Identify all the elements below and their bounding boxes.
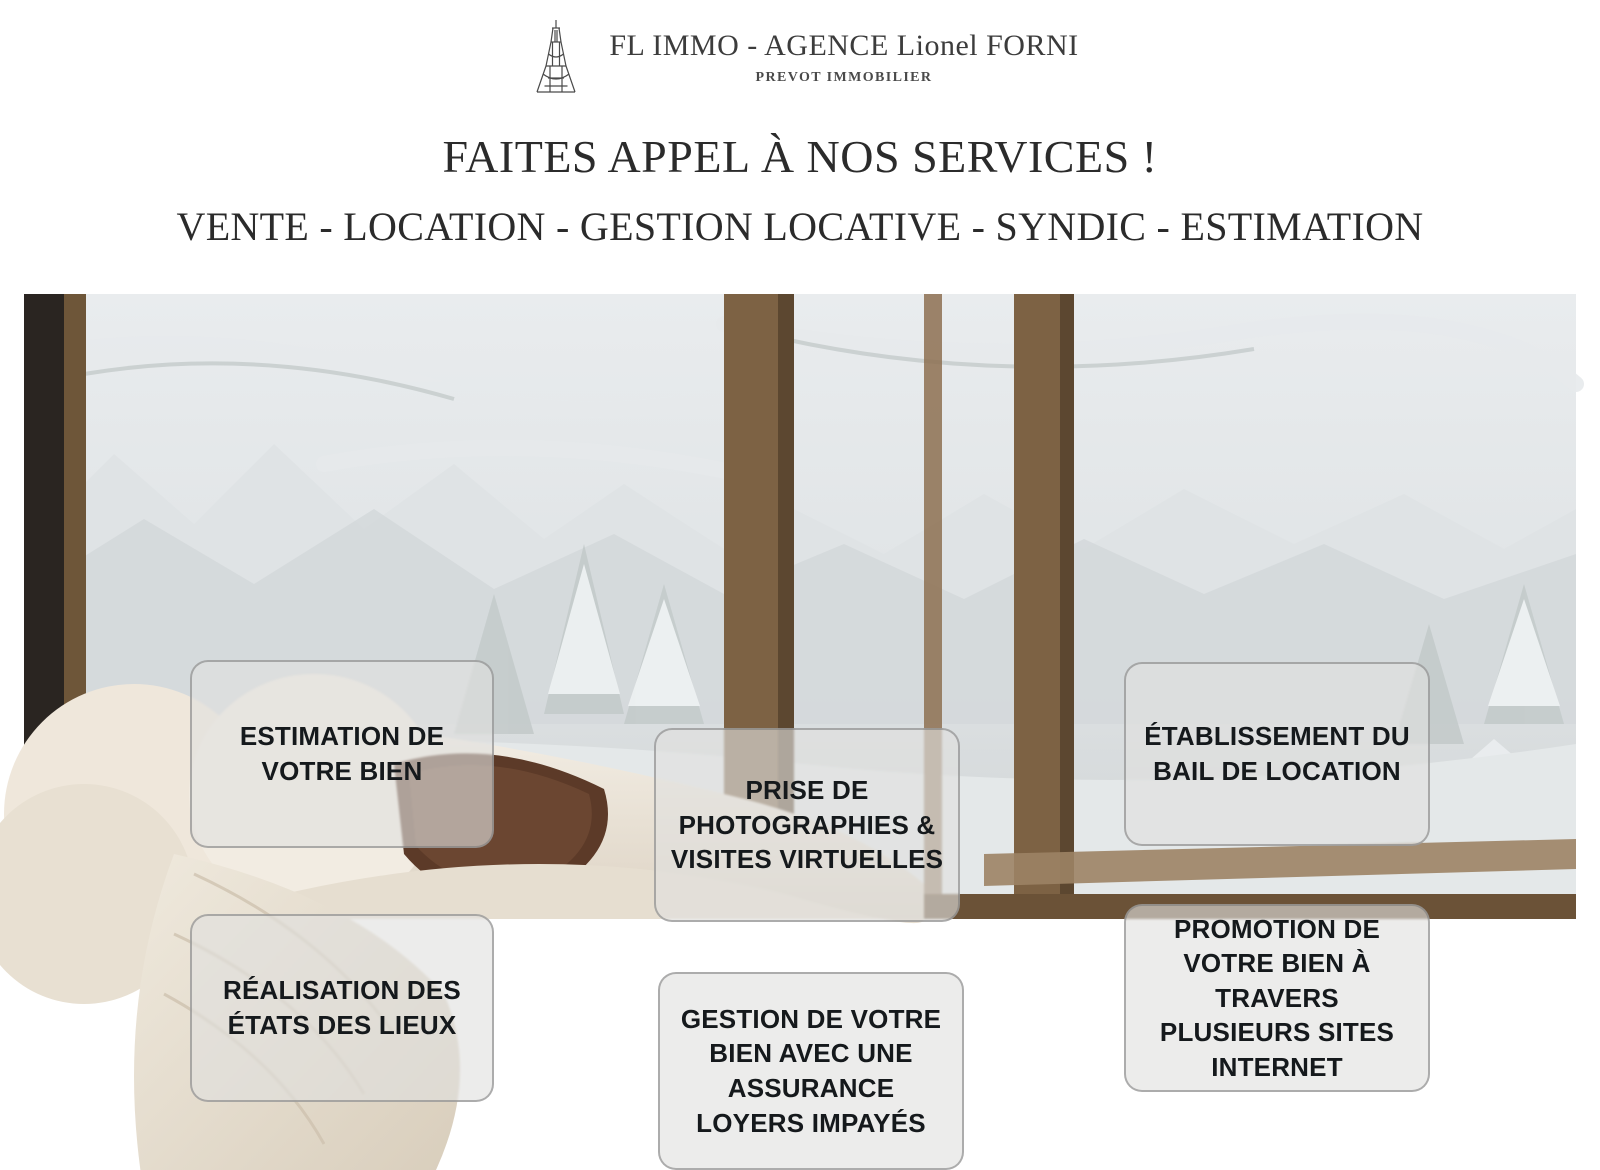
service-card-photographies[interactable]: PRISE DE PHOTOGRAPHIES & VISITES VIRTUELLES	[654, 728, 960, 922]
brand-name-suffix: Lionel FORNI	[896, 28, 1079, 62]
service-card-estimation[interactable]: ESTIMATION DE VOTRE BIEN	[190, 660, 494, 848]
hero-photo	[24, 294, 1576, 1138]
brand-header	[0, 0, 1600, 86]
page-subtitle: VENTE - LOCATION - GESTION LOCATIVE - SYNDIC - ESTIMATION	[176, 204, 1424, 249]
brand-tagline: PREVOT IMMOBILIER	[755, 69, 933, 85]
brand-text-block	[609, 29, 1078, 86]
service-card-etats-des-lieux[interactable]: RÉALISATION DES ÉTATS DES LIEUX	[190, 914, 494, 1102]
service-card-gestion[interactable]: GESTION DE VOTRE BIEN AVEC UNE ASSURANCE LOYERS IMPAYÉS	[658, 972, 964, 1170]
eiffel-tower-icon	[521, 16, 591, 96]
brand-name	[609, 29, 1078, 63]
service-card-bail-location[interactable]: ÉTABLISSEMENT DU BAIL DE LOCATION	[1124, 662, 1430, 846]
brand-name-prefix: FL IMMO - AGENCE	[609, 28, 897, 62]
service-card-promotion[interactable]: PROMOTION DE VOTRE BIEN À TRAVERS PLUSIEURS SITES INTERNET	[1124, 904, 1430, 1092]
page-title: FAITES APPEL À NOS SERVICES !	[442, 131, 1158, 182]
